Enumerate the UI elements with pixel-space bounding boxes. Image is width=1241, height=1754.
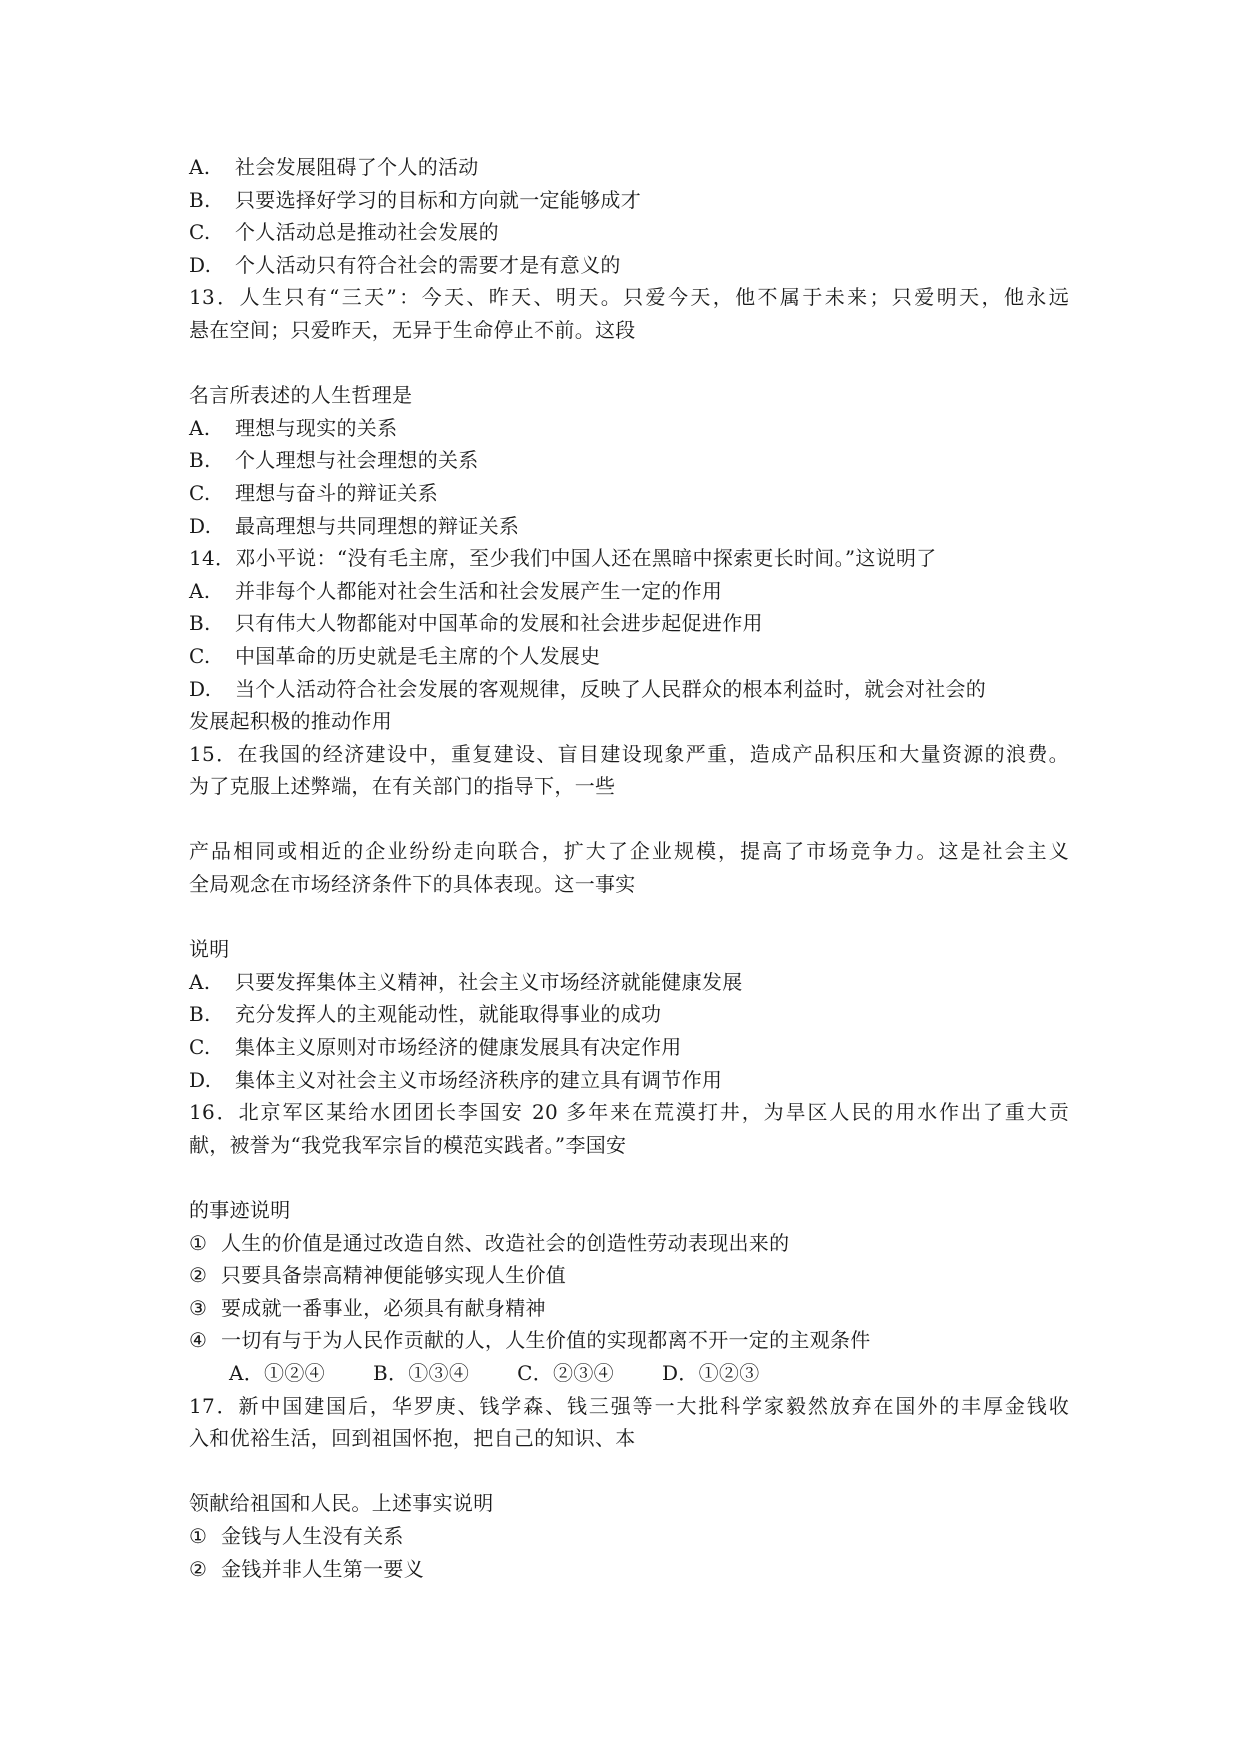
item-key: ② [189,1263,208,1288]
q13-option-c [189,477,1069,510]
q15-stem-line-1: 15．在我国的经济建设中，重复建设、盲目建设现象严重，造成产品积压和大量资源的浪费。 [189,741,1069,766]
option-text: 只要发挥集体主义精神，社会主义市场经济就能健康发展 [235,969,743,994]
answer-choice-b: B．①③④ [372,1360,470,1385]
option-key: B. [189,1002,211,1027]
q15-option-d [189,1064,1069,1097]
q16-answer-choices [189,1357,1069,1390]
option-text: 并非每个人都能对社会生活和社会发展产生一定的作用 [235,578,723,603]
answer-choice-c: C．②③④ [517,1360,614,1385]
q12-option-d [189,249,1069,282]
q16-stem-line-2: 献，被誉为“我党我军宗旨的模范实践者。”李国安 [189,1132,627,1157]
blank-line [189,1161,1069,1194]
q13-option-d [189,510,1069,543]
option-key: C. [189,643,211,668]
option-key: D. [189,1067,212,1092]
option-key: C. [189,220,211,245]
q15-stem-line-2: 为了克服上述弊端，在有关部门的指导下，一些 [189,774,616,799]
option-key: D. [189,513,212,538]
q17-item-2 [189,1553,1069,1586]
answer-choice-d: D．①②③ [661,1360,760,1385]
item-key: ① [189,1230,208,1255]
item-text: 要成就一番事业，必须具有献身精神 [221,1295,546,1320]
option-text: 理想与现实的关系 [235,415,398,440]
q13-option-a [189,412,1069,445]
q15-option-b [189,998,1069,1031]
option-key: C. [189,1035,211,1060]
item-text: 金钱并非人生第一要义 [221,1556,424,1581]
q14-option-b [189,607,1069,640]
q16-item-2 [189,1259,1069,1292]
q17-stem-line-3: 领献给祖国和人民。上述事实说明 [189,1491,494,1516]
q16-stem-line-3: 的事迹说明 [189,1198,291,1222]
q16-item-1 [189,1227,1069,1260]
option-key: C. [189,480,211,505]
q14-option-d [189,673,1069,706]
option-text: 中国革命的历史就是毛主席的个人发展史 [235,643,601,668]
q15-option-c [189,1031,1069,1064]
q12-option-c [189,216,1069,249]
option-key: A. [189,969,211,994]
option-key: D. [189,252,212,277]
q12-option-b [189,184,1069,217]
q15-stem-line-5: 说明 [189,937,230,962]
document-page [189,151,1069,1585]
option-text: 社会发展阻碍了个人的活动 [235,155,479,179]
option-text: 个人活动总是推动社会发展的 [235,220,499,245]
item-key: ③ [189,1295,208,1320]
item-key: ① [189,1523,208,1548]
blank-line [189,347,1069,380]
option-text: 集体主义原则对市场经济的健康发展具有决定作用 [235,1035,682,1060]
q16-item-4 [189,1324,1069,1357]
q15-stem-line-3: 产品相同或相近的企业纷纷走向联合，扩大了企业规模，提高了市场竞争力。这是社会主义 [189,839,1069,864]
option-text: 个人理想与社会理想的关系 [235,448,479,473]
option-text: 集体主义对社会主义市场经济秩序的建立具有调节作用 [235,1067,723,1092]
q13-option-b [189,444,1069,477]
q13-stem-line-3: 名言所表述的人生哲理是 [189,383,413,408]
option-key: D. [189,676,212,701]
q14-option-a [189,575,1069,608]
item-text: 金钱与人生没有关系 [221,1523,404,1548]
option-key: A. [189,415,211,440]
q12-option-a [189,151,1069,184]
q16-stem-line-1: 16．北京军区某给水团团长李国安 20 多年来在荒漠打井，为旱区人民的用水作出了重大贡 [189,1100,1069,1125]
q14-option-d-continuation: 发展起积极的推动作用 [189,709,392,734]
blank-line [189,1455,1069,1488]
option-key: A. [189,155,211,179]
item-text: 只要具备崇高精神便能够实现人生价值 [221,1263,567,1288]
option-key: B. [189,611,211,636]
option-text: 最高理想与共同理想的辩证关系 [235,513,520,538]
q16-item-3 [189,1292,1069,1325]
q14-option-c [189,640,1069,673]
option-key: B. [189,187,211,212]
item-key: ② [189,1556,208,1581]
option-key: B. [189,448,211,473]
option-text: 充分发挥人的主观能动性，就能取得事业的成功 [235,1002,662,1027]
item-text: 一切有与于为人民作贡献的人，人生价值的实现都离不开一定的主观条件 [221,1328,871,1353]
option-text: 只有伟大人物都能对中国革命的发展和社会进步起促进作用 [235,611,763,636]
q17-item-1 [189,1520,1069,1553]
q17-stem-line-2: 入和优裕生活，回到祖国怀抱，把自己的知识、本 [189,1426,636,1451]
option-text: 只要选择好学习的目标和方向就一定能够成才 [235,187,641,212]
answer-choice-a: A．①②④ [229,1360,325,1385]
blank-line [189,901,1069,934]
q13-stem-line-1: 13．人生只有“三天”：今天、昨天、明天。只爱今天，他不属于未来；只爱明天，他永远 [189,285,1069,310]
option-text: 个人活动只有符合社会的需要才是有意义的 [235,252,621,277]
option-text: 理想与奋斗的辩证关系 [235,480,438,505]
item-text: 人生的价值是通过改造自然、改造社会的创造性劳动表现出来的 [221,1230,790,1255]
option-key: A. [189,578,211,603]
item-key: ④ [189,1328,208,1353]
q15-option-a [189,966,1069,999]
option-text: 当个人活动符合社会发展的客观规律，反映了人民群众的根本利益时，就会对社会的 [235,676,987,701]
q17-stem-line-1: 17．新中国建国后，华罗庚、钱学森、钱三强等一大批科学家毅然放弃在国外的丰厚金钱收 [189,1393,1069,1418]
q15-stem-line-4: 全局观念在市场经济条件下的具体表现。这一事实 [189,872,636,897]
q13-stem-line-2: 悬在空间；只爱昨天，无异于生命停止不前。这段 [189,317,636,342]
blank-line [189,803,1069,836]
q14-stem-line-1: 14．邓小平说：“没有毛主席，至少我们中国人还在黑暗中探索更长时间。”这说明了 [189,546,937,571]
